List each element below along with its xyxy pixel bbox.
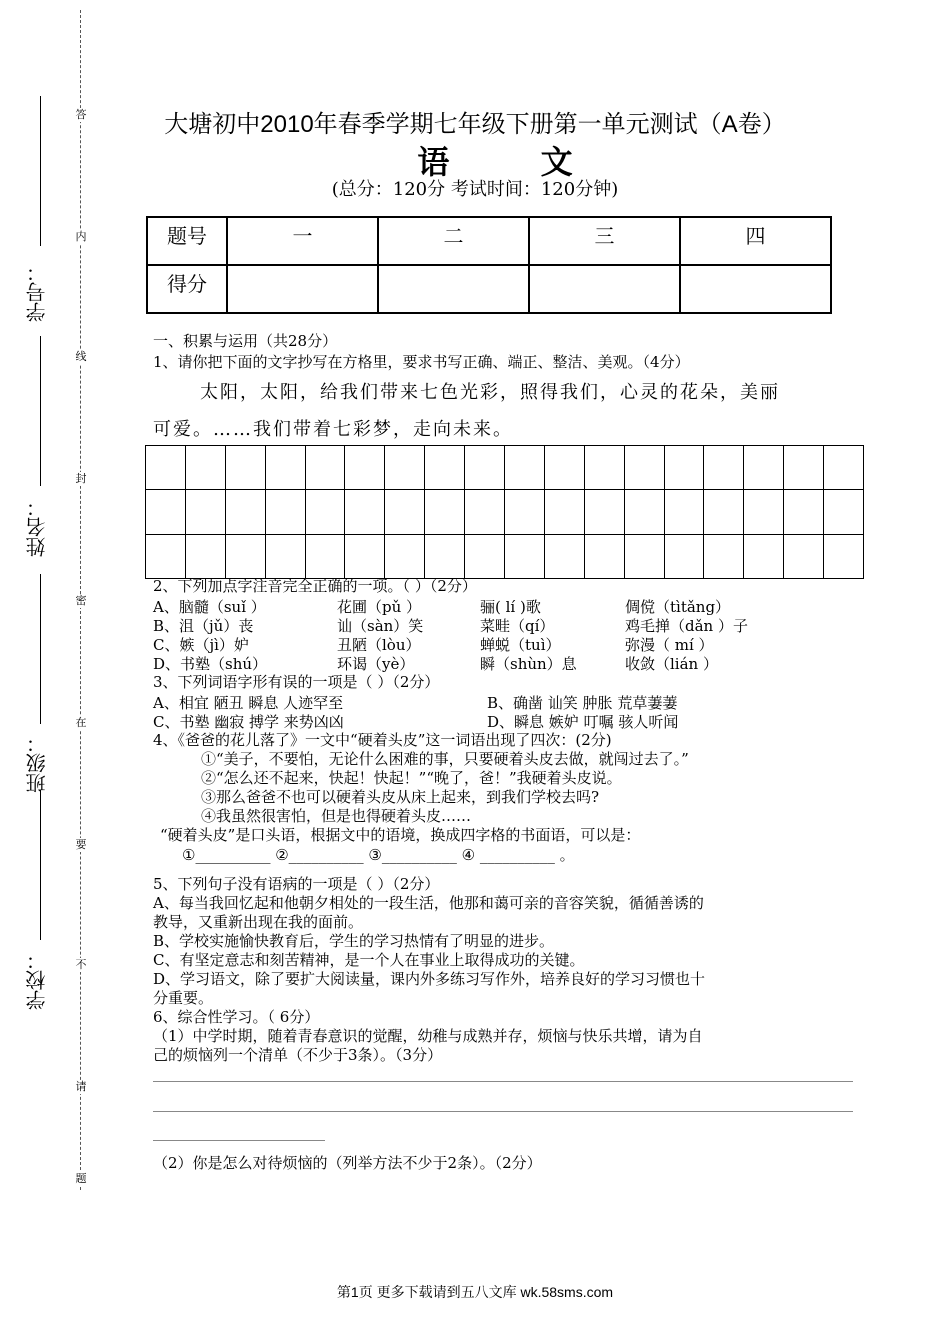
quote-item: ③那么爸爸不也可以硬着头皮从床上起来，到我们学校去吗? (201, 788, 600, 806)
grid-cell[interactable] (664, 445, 705, 490)
grid-cell[interactable] (624, 445, 665, 490)
table-cell: 得分 (147, 265, 227, 313)
option: 讪（sàn）笑 (337, 617, 424, 635)
grid-cell[interactable] (185, 489, 226, 534)
student-id-label: 学号： (25, 262, 49, 322)
score-input[interactable] (227, 265, 378, 313)
option: 丑陋（lòu） (337, 636, 421, 654)
seal-char: 请 (75, 1080, 87, 1093)
grid-cell[interactable] (703, 445, 744, 490)
grid-cell[interactable] (265, 489, 306, 534)
option-line: D、学习语文，除了要扩大阅读量，课内外多练习写作外，培养良好的学习习惯也十 (153, 970, 706, 988)
grid-cell[interactable] (384, 445, 425, 490)
answer-line[interactable] (153, 1081, 853, 1082)
option: A、脑髓（suǐ ） (153, 598, 266, 616)
grid-cell[interactable] (544, 534, 585, 579)
option: 菜畦（qí） (480, 617, 555, 635)
passage-line: 太阳，太阳，给我们带来七色光彩，照得我们，心灵的花朵，美丽 (200, 382, 780, 403)
option: C、书塾 幽寂 搏学 来势凶凶 (153, 713, 344, 731)
option: 倜傥（tìtǎng） (625, 598, 731, 616)
option: C、嫉（jì）妒 (153, 636, 249, 654)
option-line: A、每当我回忆起和他朝夕相处的一段生活，他那和蔼可亲的音容笑貌，循循善诱的 (153, 894, 704, 912)
grid-cell[interactable] (464, 445, 505, 490)
option: 蝉蜕（tuì） (480, 636, 561, 654)
table-cell: 一 (227, 217, 378, 265)
seal-char: 线 (75, 350, 87, 363)
option: B、确凿 讪笑 肿胀 荒草萋萋 (487, 694, 678, 712)
grid-cell[interactable] (424, 489, 465, 534)
grid-cell[interactable] (624, 489, 665, 534)
seal-char: 在 (75, 716, 87, 729)
exam-title: 大塘初中2010年春季学期七年级下册第一单元测试（A卷） (164, 111, 786, 138)
grid-cell[interactable] (743, 489, 784, 534)
question-4: 4、《爸爸的花儿落了》一文中“硬着头皮”这一词语出现了四次：(2分) (153, 731, 612, 749)
question-4-ask: “硬着头皮”是口头语，根据文中的语境，换成四字格的书面语，可以是： (160, 826, 641, 844)
passage-line: 可爱。……我们带着七彩梦，走向未来。 (153, 419, 513, 440)
binding-margin (0, 0, 110, 1344)
exam-info: (总分：120分 考试时间：120分钟) (331, 179, 619, 200)
class-field[interactable] (40, 574, 41, 724)
grid-cell[interactable] (624, 534, 665, 579)
grid-cell[interactable] (743, 445, 784, 490)
score-input[interactable] (680, 265, 831, 313)
seal-char: 不 (75, 958, 87, 971)
quote-item: ④我虽然很害怕，但是也得硬着头皮…… (201, 807, 472, 825)
grid-cell[interactable] (823, 534, 864, 579)
grid-cell[interactable] (783, 489, 824, 534)
option: 弥漫（ mí ） (625, 636, 714, 654)
grid-cell[interactable] (584, 445, 625, 490)
grid-cell[interactable] (225, 534, 266, 579)
answer-line[interactable] (153, 1140, 325, 1141)
grid-cell[interactable] (584, 489, 625, 534)
score-input[interactable] (378, 265, 529, 313)
question-6-part1: 己的烦恼列一个清单（不少于3条）。（3分） (153, 1046, 443, 1064)
score-input[interactable] (529, 265, 680, 313)
grid-cell[interactable] (145, 489, 186, 534)
table-row (147, 265, 831, 313)
option: B、沮（jǔ）丧 (153, 617, 254, 635)
grid-cell[interactable] (703, 489, 744, 534)
page-footer: 第1页 更多下载请到五八文库 wk.58sms.com (336, 1284, 614, 1300)
grid-cell[interactable] (823, 445, 864, 490)
grid-cell[interactable] (225, 445, 266, 490)
grid-cell[interactable] (584, 534, 625, 579)
grid-cell[interactable] (265, 445, 306, 490)
grid-cell[interactable] (384, 534, 425, 579)
seal-char: 答 (75, 108, 87, 121)
grid-cell[interactable] (504, 534, 545, 579)
option: D、瞬息 嫉妒 叮嘱 骇人听闻 (487, 713, 679, 731)
answer-line[interactable] (153, 1111, 853, 1112)
grid-cell[interactable] (544, 445, 585, 490)
option: 瞬（shùn）息 (480, 655, 577, 673)
grid-cell[interactable] (544, 489, 585, 534)
grid-cell[interactable] (424, 445, 465, 490)
option: A、相宜 陋丑 瞬息 人迹罕至 (153, 694, 344, 712)
grid-cell[interactable] (265, 534, 306, 579)
quote-item: ①“美子，不要怕，无论什么困难的事，只要硬着头皮去做，就闯过去了。” (201, 750, 689, 768)
option: 收敛（lián ） (625, 655, 718, 673)
grid-cell[interactable] (185, 445, 226, 490)
grid-cell[interactable] (344, 489, 385, 534)
option-line: B、学校实施愉快教育后，学生的学习热情有了明显的进步。 (153, 932, 555, 950)
section-heading: 一、积累与运用（共28分） (153, 332, 338, 350)
school-field[interactable] (40, 790, 41, 940)
grid-cell[interactable] (305, 445, 346, 490)
score-table (146, 216, 832, 314)
grid-cell[interactable] (504, 445, 545, 490)
grid-cell[interactable] (703, 534, 744, 579)
grid-cell[interactable] (424, 534, 465, 579)
grid-cell[interactable] (783, 445, 824, 490)
class-label: 班级： (25, 733, 49, 793)
seal-char: 要 (75, 838, 87, 851)
grid-cell[interactable] (464, 489, 505, 534)
grid-cell[interactable] (344, 445, 385, 490)
grid-cell[interactable] (225, 489, 266, 534)
school-label: 学校： (25, 950, 49, 1010)
option-line: C、有坚定意志和刻苦精神，是一个人在事业上取得成功的关键。 (153, 951, 585, 969)
name-label: 姓名： (25, 497, 49, 557)
grid-cell[interactable] (743, 534, 784, 579)
question-1: 1、请你把下面的文字抄写在方格里，要求书写正确、端正、整洁、美观。（4分） (153, 353, 690, 371)
grid-cell[interactable] (305, 534, 346, 579)
grid-cell[interactable] (783, 534, 824, 579)
option-line: 教导，又重新出现在我的面前。 (153, 913, 364, 931)
table-cell: 三 (529, 217, 680, 265)
question-6-part1: （1）中学时期，随着青春意识的觉醒，幼稚与成熟并存，烦恼与快乐共增，请为自 (153, 1027, 703, 1045)
option: 环谒（yè） (337, 655, 415, 673)
grid-cell[interactable] (664, 489, 705, 534)
question-2: 2、下列加点字注音完全正确的一项。（ ）（2分） (153, 577, 477, 595)
seal-char: 题 (75, 1172, 87, 1185)
table-cell: 四 (680, 217, 831, 265)
grid-cell[interactable] (504, 489, 545, 534)
grid-cell[interactable] (664, 534, 705, 579)
question-6-part2: （2）你是怎么对待烦恼的（列举方法不少于2条）。（2分） (153, 1154, 542, 1172)
option: 鸡毛掸（dǎn ）子 (625, 617, 748, 635)
option: D、书塾（shú） (153, 655, 268, 673)
grid-cell[interactable] (145, 445, 186, 490)
answer-blanks[interactable]: ①__________ ②__________ ③__________ ④ __________ 。 (182, 846, 575, 864)
table-cell: 题号 (147, 217, 227, 265)
name-field[interactable] (40, 336, 41, 486)
option: 花圃（pǔ ） (337, 598, 422, 616)
question-5: 5、下列句子没有语病的一项是（ ）（2分） (153, 875, 440, 893)
option-line: 分重要。 (153, 989, 214, 1007)
seal-char: 封 (75, 472, 87, 485)
question-3: 3、下列词语字形有误的一项是（ ）（2分） (153, 673, 440, 691)
quote-item: ②“怎么还不起来，快起！快起！”“晚了，爸！”我硬着头皮说。 (201, 769, 622, 787)
grid-cell[interactable] (384, 489, 425, 534)
seal-char: 密 (75, 594, 87, 607)
grid-cell[interactable] (185, 534, 226, 579)
table-cell: 二 (378, 217, 529, 265)
subject-title: 语 文 (417, 143, 613, 181)
writing-grid[interactable] (145, 445, 863, 578)
grid-cell[interactable] (464, 534, 505, 579)
grid-cell[interactable] (145, 534, 186, 579)
seal-char: 内 (75, 230, 87, 243)
grid-cell[interactable] (305, 489, 346, 534)
table-row (147, 217, 831, 265)
question-6: 6、综合性学习。（ 6分） (153, 1008, 320, 1026)
grid-cell[interactable] (823, 489, 864, 534)
option: 骊( lí )歌 (480, 598, 541, 616)
grid-cell[interactable] (344, 534, 385, 579)
